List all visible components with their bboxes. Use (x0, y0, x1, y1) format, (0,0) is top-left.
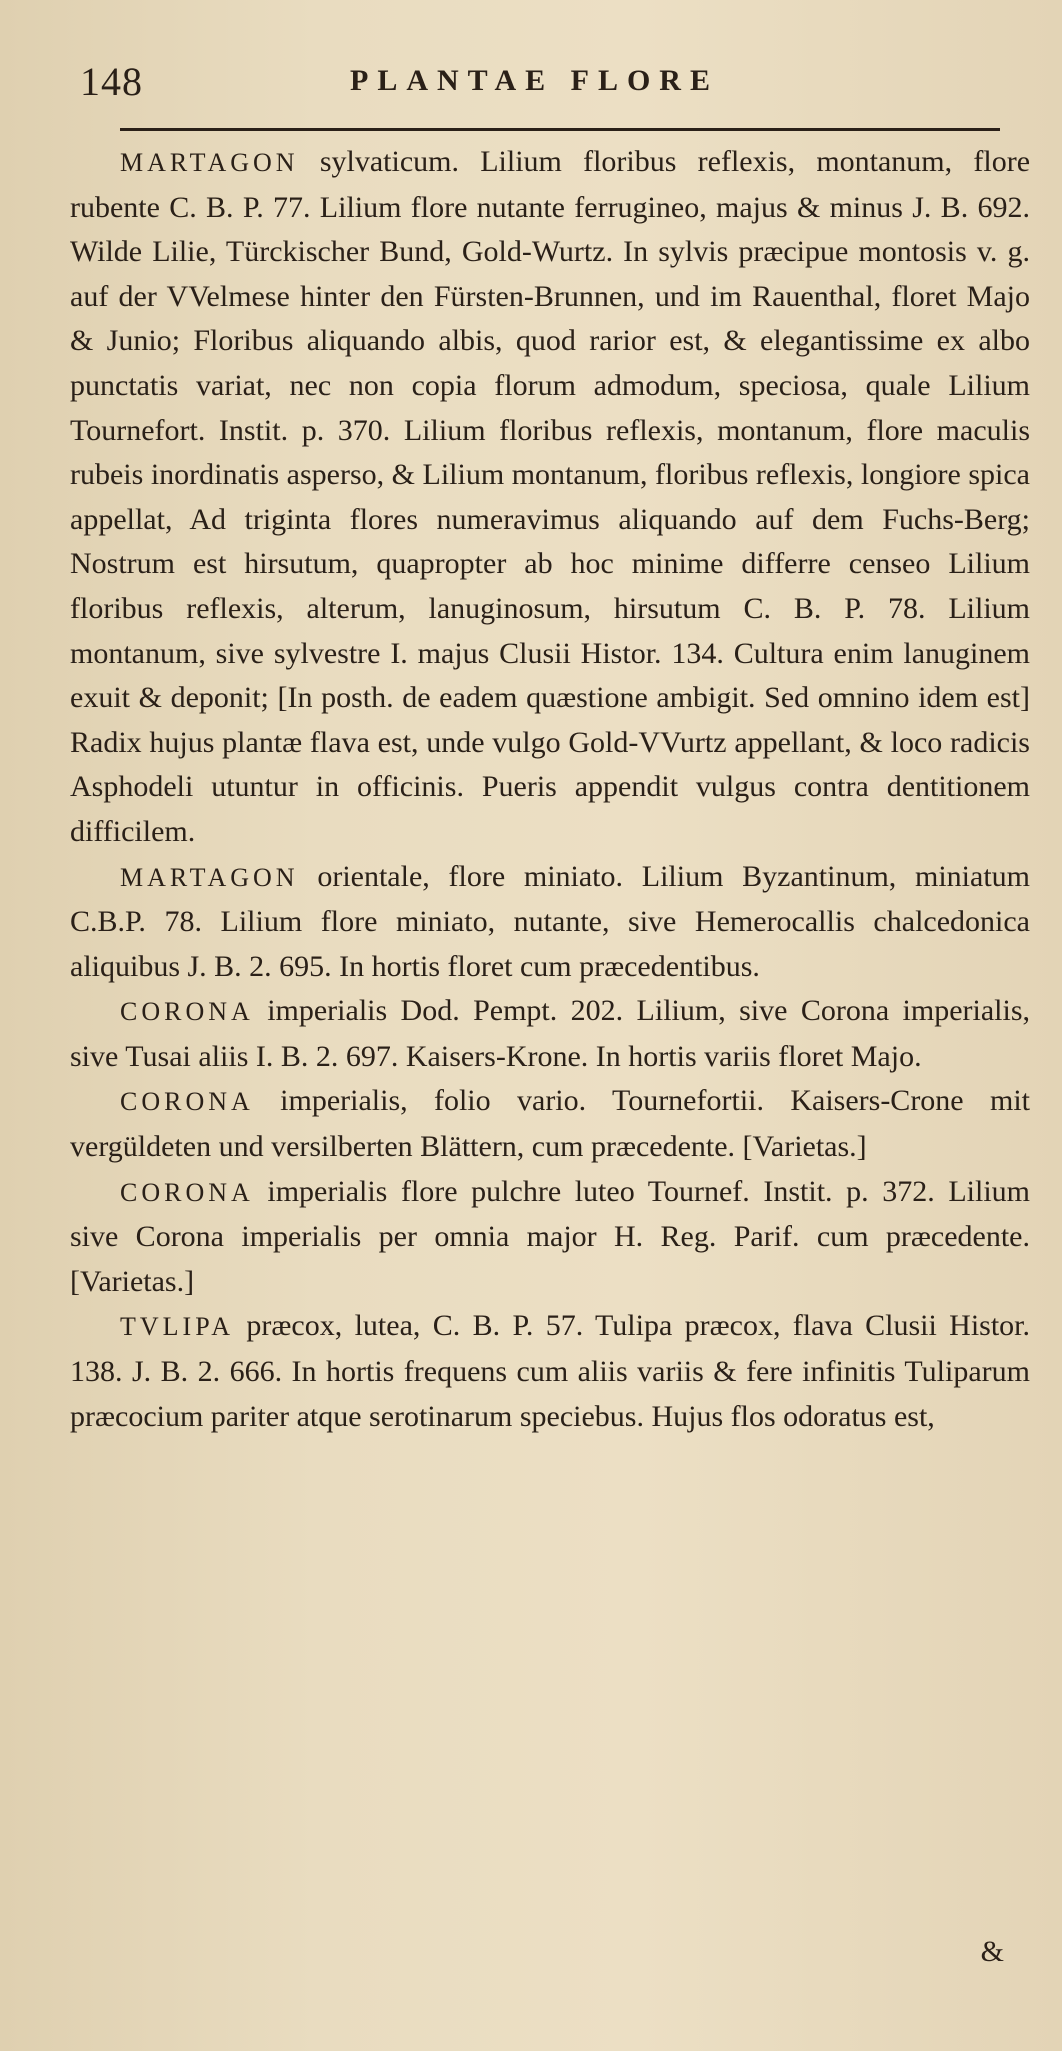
entry-text: imperialis Dod. Pempt. 202. Lilium, sive Corona imperialis, sive Tusai aliis I. B. 2. 697. Kaisers-Krone. In hortis variis floret Majo. (70, 994, 1030, 1073)
entry-tulipa-praecox (70, 1304, 1030, 1439)
body-text (70, 140, 1030, 1439)
entry-lemma: CORONA (120, 1177, 254, 1207)
page-number: 148 (80, 59, 143, 104)
running-head: PLANTAE FLORE (350, 64, 719, 97)
entry-text: imperialis flore pulchre luteo Tournef. Instit. p. 372. Lilium sive Corona imperialis per omnia major H. Reg. Parif. cum præcedente. [Varietas.] (70, 1174, 1030, 1298)
catchword: & (980, 1935, 1004, 1968)
page-header (80, 58, 982, 118)
entry-text: præcox, lutea, C. B. P. 57. Tulipa præcox, flava Clusii Histor. 138. J. B. 2. 666. In hortis frequens cum aliis variis & fere infinitis Tuliparum præcocium pariter atque serotinarum speciebus. Hujus flos odoratus est, (70, 1309, 1031, 1433)
entry-text: orientale, flore miniato. Lilium Byzantinum, miniatum C.B.P. 78. Lilium flore miniato, nutante, sive Hemerocallis chalcedonica aliquibus J. B. 2. 695. In hortis floret cum præcedentibus. (70, 859, 1031, 983)
entry-lemma: TVLIPA (120, 1312, 235, 1342)
entry-lemma: CORONA (120, 1087, 254, 1117)
entry-lemma: CORONA (120, 997, 254, 1027)
entry-corona-folio-vario (70, 1079, 1030, 1169)
entry-text: imperialis, folio vario. Tournefortii. Kaisers-Crone mit vergüldeten und versilberten Blättern, cum præcedente. [Varietas.] (70, 1084, 1030, 1164)
entry-text: sylvaticum. Lilium floribus reflexis, montanum, flore rubente C. B. P. 77. Lilium flore nutante ferrugineo, majus & minus J. B. 692. Wilde Lilie, Türckischer Bund, Gold-Wurtz. In sylvis præcipue montosis v. g. auf der VVelmese hinter den Fürsten-Brunnen, und im Rauenthal, floret Majo & Junio; Floribus aliquando albis, quod rarior est, & elegantissime ex albo punctatis variat, nec non copia florum admodum, speciosa, quale Lilium Tournefort. Instit. p. 370. Lilium floribus reflexis, montanum, flore maculis rubeis inordinatis asperso, & Lilium montanum, floribus reflexis, longiore spica appellat, Ad triginta flores numeravimus aliquando auf dem Fuchs-Berg; Nostrum est hirsutum, quapropter ab hoc minime differre censeo Lilium floribus reflexis, alterum, lanuginosum, hirsutum C. B. P. 78. Lilium montanum, sive sylvestre I. majus Clusii Histor. 134. Cultura enim lanuginem exuit & deponit; [In posth. de eadem quæstione ambigit. Sed omnino idem est] Radix hujus plantæ flava est, unde vulgo Gold-VVurtz appellant, & loco radicis Asphodeli utuntur in officinis. Pueris appendit vulgus contra dentitionem difficilem. (70, 145, 1031, 848)
header-rule (120, 128, 1000, 131)
entry-corona-imperialis (70, 989, 1030, 1079)
entry-lemma: MARTAGON (120, 148, 299, 177)
entry-corona-luteo (70, 1170, 1030, 1305)
entry-martagon-orientale (70, 855, 1030, 990)
entry-martagon-sylvaticum (70, 140, 1030, 855)
entry-lemma: MARTAGON (120, 862, 299, 892)
